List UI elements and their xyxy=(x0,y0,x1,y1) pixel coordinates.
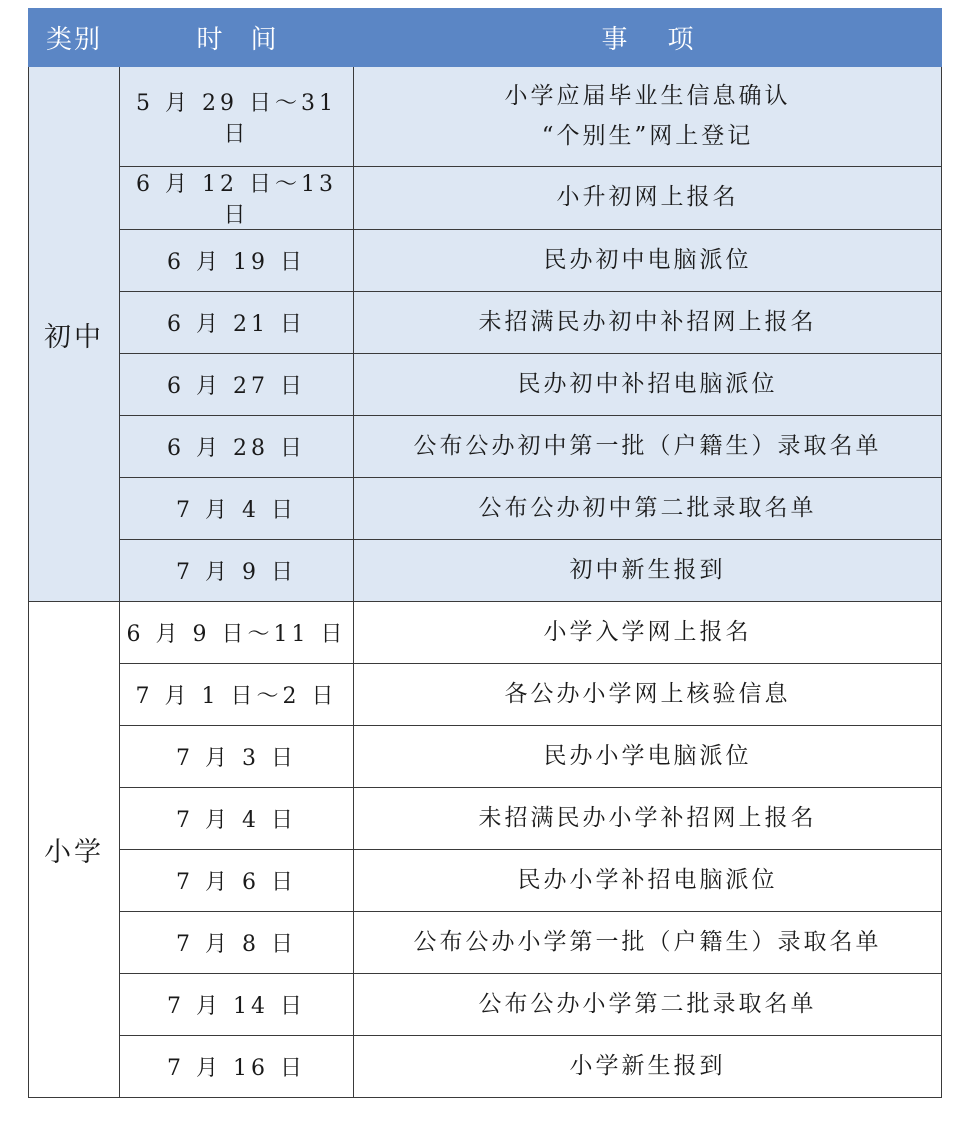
item-cell: 小升初网上报名 xyxy=(354,167,942,230)
date-cell: 6 月 12 日～13 日 xyxy=(120,167,354,230)
table-row xyxy=(29,292,942,354)
item-line: 小学应届毕业生信息确认 xyxy=(504,83,791,110)
date-cell: 7 月 9 日 xyxy=(120,540,354,602)
date-cell: 6 月 9 日～11 日 xyxy=(120,602,354,664)
table-row xyxy=(29,664,942,726)
table-row xyxy=(29,540,942,602)
date-cell: 7 月 16 日 xyxy=(120,1036,354,1098)
table-row xyxy=(29,478,942,540)
table-row xyxy=(29,602,942,664)
date-cell: 6 月 28 日 xyxy=(120,416,354,478)
date-cell: 7 月 4 日 xyxy=(120,478,354,540)
table-row xyxy=(29,416,942,478)
category-cell-junior-high: 初中 xyxy=(29,67,120,602)
category-cell-primary-school: 小学 xyxy=(29,602,120,1098)
table-row xyxy=(29,1036,942,1098)
date-cell: 7 月 6 日 xyxy=(120,850,354,912)
group-junior-high xyxy=(29,67,942,602)
item-cell: 民办初中电脑派位 xyxy=(354,230,942,292)
header-item: 事项 xyxy=(354,9,942,67)
date-cell: 5 月 29 日～31 日 xyxy=(120,67,354,167)
date-cell: 7 月 3 日 xyxy=(120,726,354,788)
enrollment-schedule-table xyxy=(28,8,942,1098)
table-row xyxy=(29,912,942,974)
table-header xyxy=(29,9,942,67)
header-category: 类别 xyxy=(29,9,120,67)
item-cell: 未招满民办小学补招网上报名 xyxy=(354,788,942,850)
date-cell: 6 月 21 日 xyxy=(120,292,354,354)
date-cell: 7 月 8 日 xyxy=(120,912,354,974)
date-cell: 7 月 14 日 xyxy=(120,974,354,1036)
item-cell xyxy=(354,67,942,167)
table-row xyxy=(29,726,942,788)
item-line: “个别生”网上登记 xyxy=(541,122,754,149)
item-cell: 公布公办小学第二批录取名单 xyxy=(354,974,942,1036)
header-time: 时间 xyxy=(120,9,354,67)
table-row xyxy=(29,167,942,230)
item-cell: 初中新生报到 xyxy=(354,540,942,602)
item-cell: 小学新生报到 xyxy=(354,1036,942,1098)
item-cell: 民办小学补招电脑派位 xyxy=(354,850,942,912)
date-cell: 7 月 4 日 xyxy=(120,788,354,850)
item-cell: 各公办小学网上核验信息 xyxy=(354,664,942,726)
item-cell: 公布公办初中第二批录取名单 xyxy=(354,478,942,540)
table-row xyxy=(29,67,942,167)
item-cell: 小学入学网上报名 xyxy=(354,602,942,664)
item-cell: 未招满民办初中补招网上报名 xyxy=(354,292,942,354)
date-cell: 7 月 1 日～2 日 xyxy=(120,664,354,726)
item-cell: 公布公办初中第一批（户籍生）录取名单 xyxy=(354,416,942,478)
table-row xyxy=(29,230,942,292)
table-row xyxy=(29,354,942,416)
table-row xyxy=(29,974,942,1036)
group-primary-school xyxy=(29,602,942,1098)
table-row xyxy=(29,788,942,850)
table-row xyxy=(29,850,942,912)
date-cell: 6 月 19 日 xyxy=(120,230,354,292)
date-cell: 6 月 27 日 xyxy=(120,354,354,416)
header-row xyxy=(29,9,942,67)
item-cell: 民办初中补招电脑派位 xyxy=(354,354,942,416)
item-cell: 公布公办小学第一批（户籍生）录取名单 xyxy=(354,912,942,974)
item-cell: 民办小学电脑派位 xyxy=(354,726,942,788)
